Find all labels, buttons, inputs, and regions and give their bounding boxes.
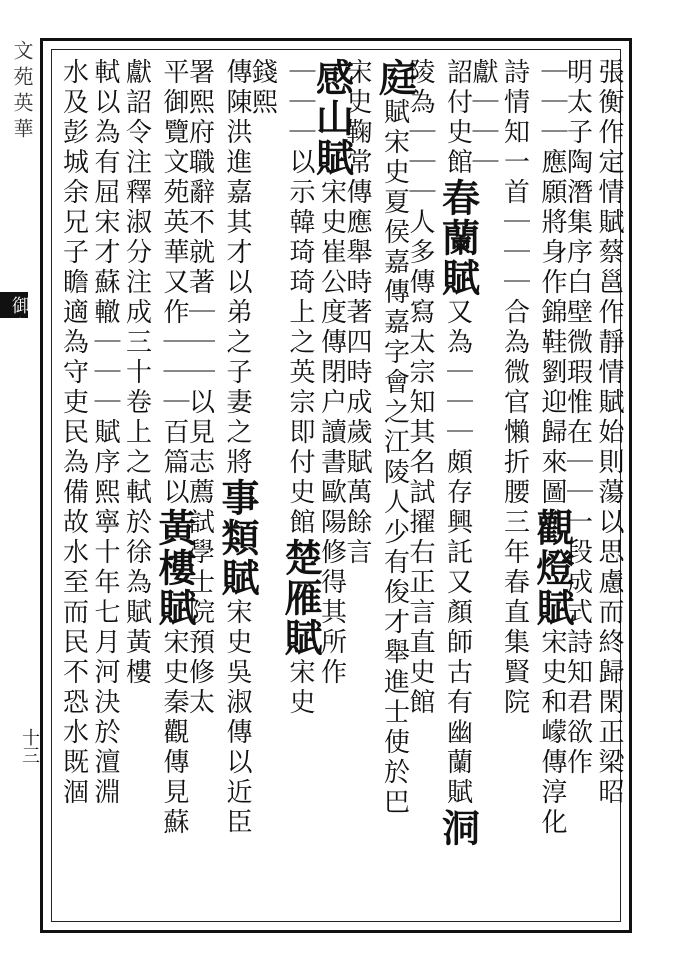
text-column	[215, 58, 260, 838]
text-segment: 水及彭城余兄子瞻適為守吏民為備故水至而民不恐水既涸	[58, 58, 89, 808]
text-segment: 宋史鞠常傳應舉時著四時成歲賦萬餘言	[342, 58, 372, 568]
text-column	[596, 58, 622, 808]
text-segment: 平御覽文苑英華又作｜｜｜百篇以	[159, 58, 189, 508]
title-heading: 庭	[372, 58, 418, 98]
page-number: 十三	[19, 728, 40, 764]
text-segment: 又為｜｜｜頗存興託又顏師古有幽蘭賦	[442, 298, 473, 808]
title-heading: 春蘭賦	[435, 178, 481, 298]
page-margin	[0, 0, 40, 966]
text-column	[278, 58, 323, 718]
title-heading: 黃樓賦	[152, 508, 197, 628]
text-segment: 張衡作定情賦蔡邕作靜情賦始則蕩以思慮而終歸閑正梁昭	[594, 58, 624, 808]
text-column	[372, 58, 418, 818]
text-segment: 軾以為有屈宋才蘇轍｜｜｜賦序熙寧十年七月河決於澶淵	[90, 58, 120, 808]
text-segment: 錢熙	[247, 58, 278, 118]
text-segment: ｜｜｜應願將身作錦鞋劉迎歸來圖	[537, 58, 567, 508]
title-heading: 楚雁賦	[278, 538, 323, 658]
text-segment: 獻詔令注釋淑分注成三十卷上之	[121, 58, 152, 478]
text-column	[92, 58, 118, 808]
text-segment: 賦宋史夏侯嘉傳嘉字會之江陵人少有俊才舉進士使於巴	[379, 98, 410, 818]
text-segment: 宋史	[285, 658, 315, 718]
text-segment: 薦試學士院預修太	[184, 478, 215, 718]
text-segment: 宋史和㠓傳淳化	[537, 628, 567, 838]
text-segment: 署熙府職辭不就著｜｜｜以見志	[184, 58, 215, 478]
text-segment: 詔付史館	[442, 58, 473, 178]
text-segment: 明太子陶潛集序白壁微瑕惟在｜｜一段成式詩知君欲作	[562, 58, 593, 778]
text-column	[530, 58, 575, 838]
title-heading: 觀燈賦	[530, 508, 575, 628]
text-column	[499, 58, 530, 718]
text-segment: 宋史吳淑傳以近臣	[222, 598, 252, 838]
text-segment: 傳陳洪進嘉其才以弟之子妻之將	[222, 58, 252, 478]
spine-text: 文苑英華	[10, 40, 34, 144]
book-title: 御定佩文韻府	[9, 296, 30, 422]
title-heading: 事類賦	[215, 478, 260, 598]
text-frame	[40, 38, 632, 933]
text-segment: 三年春直集賢院	[499, 508, 530, 718]
text-segment: 軾於徐為賦黃樓	[121, 478, 152, 688]
text-column	[152, 58, 197, 838]
title-heading: 洞	[435, 808, 481, 848]
title-heading: 感山賦	[309, 58, 355, 178]
text-block	[51, 49, 624, 922]
text-segment: ｜｜｜以示韓琦琦上之英宗即付史館	[285, 58, 315, 538]
text-segment: 獻｜｜｜	[468, 58, 498, 178]
text-column	[435, 58, 481, 848]
text-segment: 宋史秦觀傳見蘇	[159, 628, 189, 838]
text-segment: 宋史崔公度傳閉户讀書歐陽修得其所作	[316, 178, 347, 688]
text-column	[58, 58, 89, 808]
text-column	[121, 58, 152, 688]
text-segment: 詩情知一首｜｜｜合為微官懶折腰	[499, 58, 530, 508]
text-segment: 陵為｜｜｜人多傳寫太宗知其名試擢右正言直史館	[405, 58, 435, 718]
